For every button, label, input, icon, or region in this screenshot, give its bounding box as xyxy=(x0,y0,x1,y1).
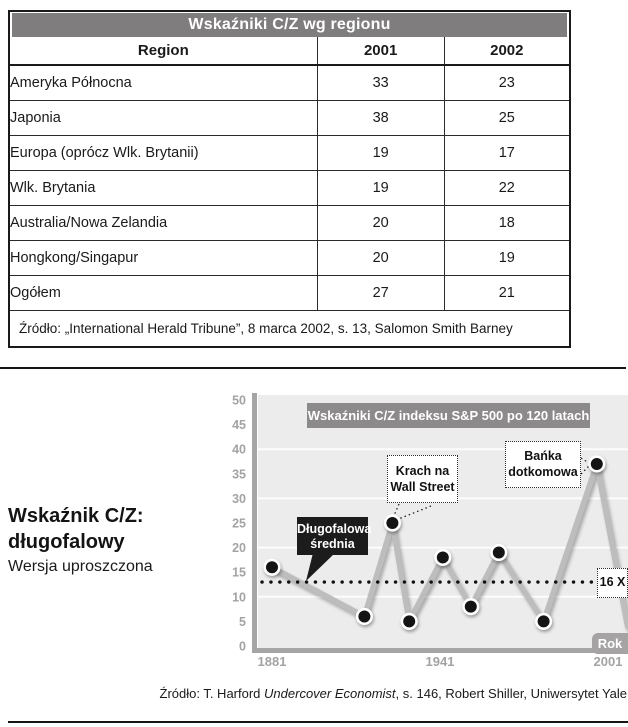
data-point xyxy=(492,545,507,560)
pe-history-chart xyxy=(0,385,628,677)
table-source-row xyxy=(10,311,569,347)
y-tick-label: 5 xyxy=(239,614,246,629)
col-header-2001: 2001 xyxy=(317,37,444,65)
cell-2001: 19 xyxy=(317,171,444,206)
cell-2001: 38 xyxy=(317,101,444,136)
table-row xyxy=(10,65,569,101)
callout-dotcom-bubble xyxy=(505,441,581,488)
cell-region: Hongkong/Singapur xyxy=(10,241,317,276)
footer-source-title: Undercover Economist xyxy=(264,686,396,701)
multiplier-badge: 16 X xyxy=(597,568,628,598)
chart-title: Wskaźniki C/Z indeksu S&P 500 po 120 latach xyxy=(307,403,590,428)
pe-region-table xyxy=(8,10,571,348)
x-tick-label: 1941 xyxy=(425,654,455,669)
footer-source xyxy=(160,686,628,701)
x-axis-label: Rok xyxy=(592,633,628,654)
bottom-divider xyxy=(8,721,628,723)
section-heading-line1: Wskaźnik C/Z: xyxy=(8,505,144,527)
y-tick-label: 15 xyxy=(232,565,246,580)
cell-region: Australia/Nowa Zelandia xyxy=(10,206,317,241)
callout-text: średnia xyxy=(310,537,355,551)
callout-text: Wall Street xyxy=(390,480,455,494)
cell-2002: 23 xyxy=(444,65,569,101)
y-tick-label: 0 xyxy=(239,639,246,654)
callout-text: Bańka xyxy=(524,449,562,463)
table-row xyxy=(10,241,569,276)
x-tick-label: 1881 xyxy=(257,654,287,669)
data-point xyxy=(590,457,605,472)
y-tick-label: 10 xyxy=(232,590,246,605)
cell-region: Wlk. Brytania xyxy=(10,171,317,206)
data-point xyxy=(265,560,280,575)
table-row xyxy=(10,276,569,311)
section-heading-line2: długofalowy xyxy=(8,531,125,553)
pe-table-grid xyxy=(10,37,569,346)
data-point xyxy=(436,550,451,565)
callout-wall-street-crash xyxy=(387,455,458,503)
section-subheading: Wersja uproszczona xyxy=(8,558,153,575)
cell-2001: 27 xyxy=(317,276,444,311)
cell-region: Europa (oprócz Wlk. Brytanii) xyxy=(10,136,317,171)
data-point xyxy=(385,516,400,531)
table-source: Źródło: „International Herald Tribune”, 8 marca 2002, s. 13, Salomon Smith Barney xyxy=(10,311,569,347)
y-tick-label: 40 xyxy=(232,442,246,457)
section-divider xyxy=(0,367,626,369)
cell-2002: 22 xyxy=(444,171,569,206)
cell-2001: 33 xyxy=(317,65,444,101)
callout-text: Długofalowa xyxy=(297,522,372,536)
y-tick-label: 35 xyxy=(232,467,246,482)
col-header-2002: 2002 xyxy=(444,37,569,65)
y-tick-label: 20 xyxy=(232,541,246,556)
data-point xyxy=(357,609,372,624)
callout-text: dotkomowa xyxy=(508,465,578,479)
cell-region: Ogółem xyxy=(10,276,317,311)
y-tick-label: 45 xyxy=(232,418,246,433)
table-row xyxy=(10,171,569,206)
footer-source-prefix: Źródło: T. Harford xyxy=(159,686,265,701)
data-point xyxy=(536,614,551,629)
table-title: Wskaźniki C/Z wg regionu xyxy=(12,13,567,37)
y-tick-label: 25 xyxy=(232,516,246,531)
cell-2002: 17 xyxy=(444,136,569,171)
table-row xyxy=(10,206,569,241)
cell-2001: 20 xyxy=(317,206,444,241)
table-header-row xyxy=(10,37,569,65)
cell-2001: 19 xyxy=(317,136,444,171)
cell-2001: 20 xyxy=(317,241,444,276)
y-tick-label: 50 xyxy=(232,393,246,408)
y-tick-label: 30 xyxy=(232,491,246,506)
cell-2002: 19 xyxy=(444,241,569,276)
data-point xyxy=(402,614,417,629)
cell-2002: 18 xyxy=(444,206,569,241)
data-point xyxy=(464,599,479,614)
cell-region: Ameryka Północna xyxy=(10,65,317,101)
cell-region: Japonia xyxy=(10,101,317,136)
table-row xyxy=(10,101,569,136)
callout-long-term-average xyxy=(297,517,372,555)
table-row xyxy=(10,136,569,171)
cell-2002: 25 xyxy=(444,101,569,136)
footer-source-suffix: , s. 146, Robert Shiller, Uniwersytet Yale xyxy=(395,686,627,701)
col-header-region: Region xyxy=(10,37,317,65)
callout-text: Krach na xyxy=(395,464,450,478)
cell-2002: 21 xyxy=(444,276,569,311)
x-tick-label: 2001 xyxy=(593,654,623,669)
